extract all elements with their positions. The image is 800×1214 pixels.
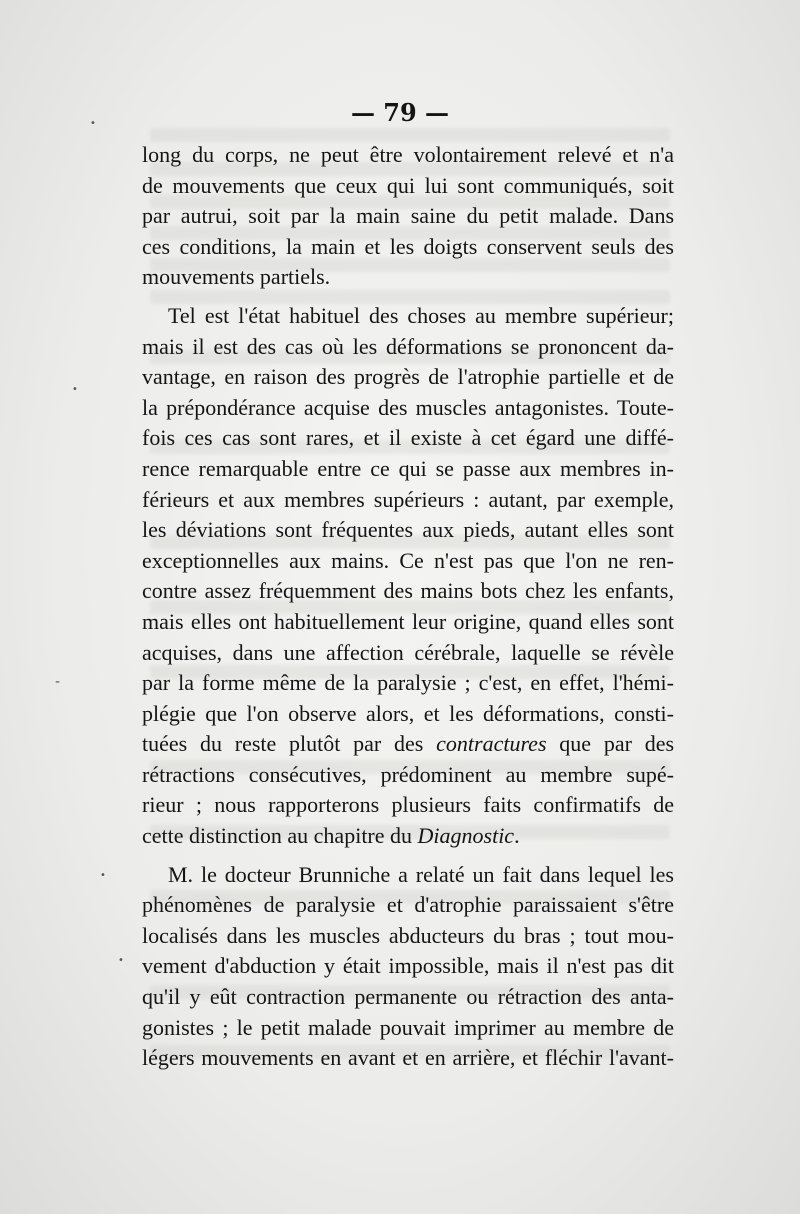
paragraph-3 bbox=[142, 860, 674, 1074]
text-line-with-italic bbox=[142, 729, 674, 760]
text-segment: que par des bbox=[559, 731, 675, 757]
page-number: — 79 — bbox=[350, 98, 450, 127]
text-line: gonistes ; le petit malade pouvait imprimer au membre de bbox=[142, 1014, 674, 1040]
text-line: qu'il y eût contraction permanente ou rétraction des anta- bbox=[142, 984, 674, 1010]
paragraph-1 bbox=[142, 140, 674, 293]
text-line: long du corps, ne peut être volontairement relevé et n'a bbox=[142, 142, 674, 167]
text-line: acquises, dans une affection cérébrale, laquelle se révèle bbox=[142, 639, 674, 665]
text-line: rétractions consécutives, prédominent au membre supé- bbox=[142, 761, 674, 787]
text-line: rieur ; nous rapporterons plusieurs faits confirmatifs de bbox=[142, 792, 674, 818]
margin-dot: • bbox=[118, 955, 124, 966]
text-line: Tel est l'état habituel des choses au membre supérieur; bbox=[168, 302, 674, 328]
text-line: vement d'abduction y était impossible, mais il n'est pas dit bbox=[142, 953, 674, 979]
text-line: par la forme même de la paralysie ; c'est, en effet, l'hémi- bbox=[142, 670, 674, 696]
text-line: mais il est des cas où les déformations se prononcent da- bbox=[142, 333, 674, 359]
paragraph-2 bbox=[142, 301, 674, 852]
text-line: ces conditions, la main et les doigts conservent seuls des bbox=[142, 233, 674, 259]
text-line: mouvements partiels. bbox=[142, 264, 331, 290]
text-line: contre assez fréquemment des mains bots chez les enfants, bbox=[142, 578, 674, 604]
italic-term: contractures bbox=[436, 731, 547, 757]
margin-dash: - bbox=[55, 674, 61, 690]
text-line: localisés dans les muscles abducteurs du bras ; tout mou- bbox=[142, 922, 674, 948]
text-line: la prépondérance acquise des muscles antagonistes. Toute- bbox=[142, 394, 674, 420]
margin-dot: • bbox=[72, 384, 78, 395]
body-text bbox=[142, 140, 674, 1074]
italic-term: Diagnostic bbox=[417, 823, 515, 849]
text-line: légers mouvements en avant et en arrière, et fléchir l'avant- bbox=[142, 1045, 674, 1071]
text-line: fois ces cas sont rares, et il existe à cet égard une diffé- bbox=[142, 425, 674, 451]
text-line: phénomènes de paralysie et d'atrophie paraissaient s'être bbox=[142, 892, 674, 918]
text-line: vantage, en raison des progrès de l'atrophie partielle et de bbox=[142, 364, 674, 390]
margin-dot: • bbox=[90, 118, 96, 129]
text-segment: . bbox=[514, 823, 520, 849]
text-segment: cette distinction au chapitre du bbox=[142, 823, 413, 849]
text-line: M. le docteur Brunniche a relaté un fait dans lequel les bbox=[168, 861, 674, 887]
text-line: les déviations sont fréquentes aux pieds, autant elles sont bbox=[142, 517, 674, 543]
margin-dot: • bbox=[100, 870, 106, 881]
text-line: plégie que l'on observe alors, et les déformations, consti- bbox=[142, 700, 674, 726]
text-segment: tuées du reste plutôt par des bbox=[142, 731, 424, 757]
text-line: férieurs et aux membres supérieurs : autant, par exemple, bbox=[142, 486, 674, 512]
text-line: rence remarquable entre ce qui se passe aux membres in- bbox=[142, 455, 674, 481]
text-line: de mouvements que ceux qui lui sont communiqués, soit bbox=[142, 172, 674, 198]
text-line: exceptionnelles aux mains. Ce n'est pas que l'on ne ren- bbox=[142, 547, 674, 573]
text-line: par autrui, soit par la main saine du petit malade. Dans bbox=[142, 203, 674, 229]
text-line: mais elles ont habituellement leur origine, quand elles sont bbox=[142, 608, 674, 634]
text-line-with-italic bbox=[142, 821, 674, 852]
